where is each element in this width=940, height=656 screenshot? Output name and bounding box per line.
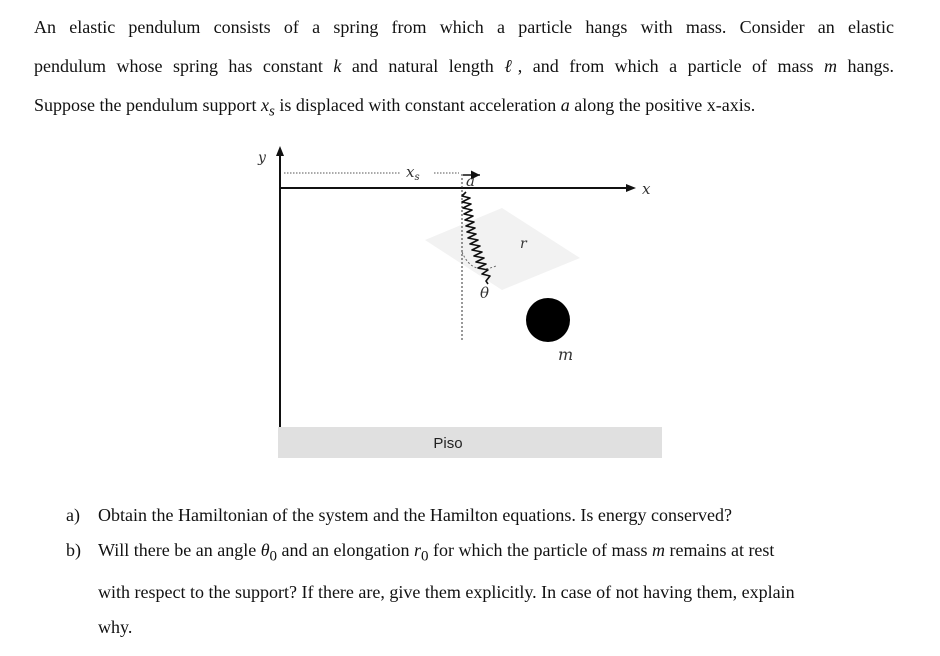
mass-particle [526,298,570,342]
y-axis-arrow [276,146,284,156]
y-axis-label: y [258,150,266,166]
xs-label: $x_s$ [406,163,420,183]
question-b-line-3: why. [98,616,133,637]
problem-statement [34,8,894,132]
x-axis-label: x [642,180,651,198]
x-axis-arrow [626,184,636,192]
mass-label: m [558,345,574,364]
problem-line-1: An elastic pendulum consists of a spring from which a particle hangs with mass. Consider an elastic [34,17,894,37]
pendulum-diagram [240,140,680,470]
floor [278,427,662,458]
question-b-line-2: with respect to the support? If there are, give them explicitly. In case of not having them, explain [98,581,795,602]
questions-list [66,498,896,645]
problem-line-3: Suppose the pendulum support $x_s$ is displaced with constant acceleration a along the positive x-axis. [34,95,756,120]
question-a [66,498,896,533]
floor-label: Piso [433,435,463,452]
question-b-line-1: Will there be an angle $\theta_0$ and an elongation $r_0$ for which the particle of mass m remains at rest [98,540,775,565]
problem-line-2: pendulum whose spring has constant k and natural length ℓ, and from which a particle of mass m hangs. [34,56,894,76]
spring-length-label: r [520,236,527,252]
question-a-text: Obtain the Hamiltonian of the system and the Hamilton equations. Is energy conserved? [98,505,733,525]
question-a-label: a) [66,505,80,525]
angle-label: θ [480,284,490,302]
spring-shade [425,208,580,290]
question-b [66,533,896,645]
question-b-label: b) [66,540,81,560]
acceleration-label: a [466,172,475,190]
